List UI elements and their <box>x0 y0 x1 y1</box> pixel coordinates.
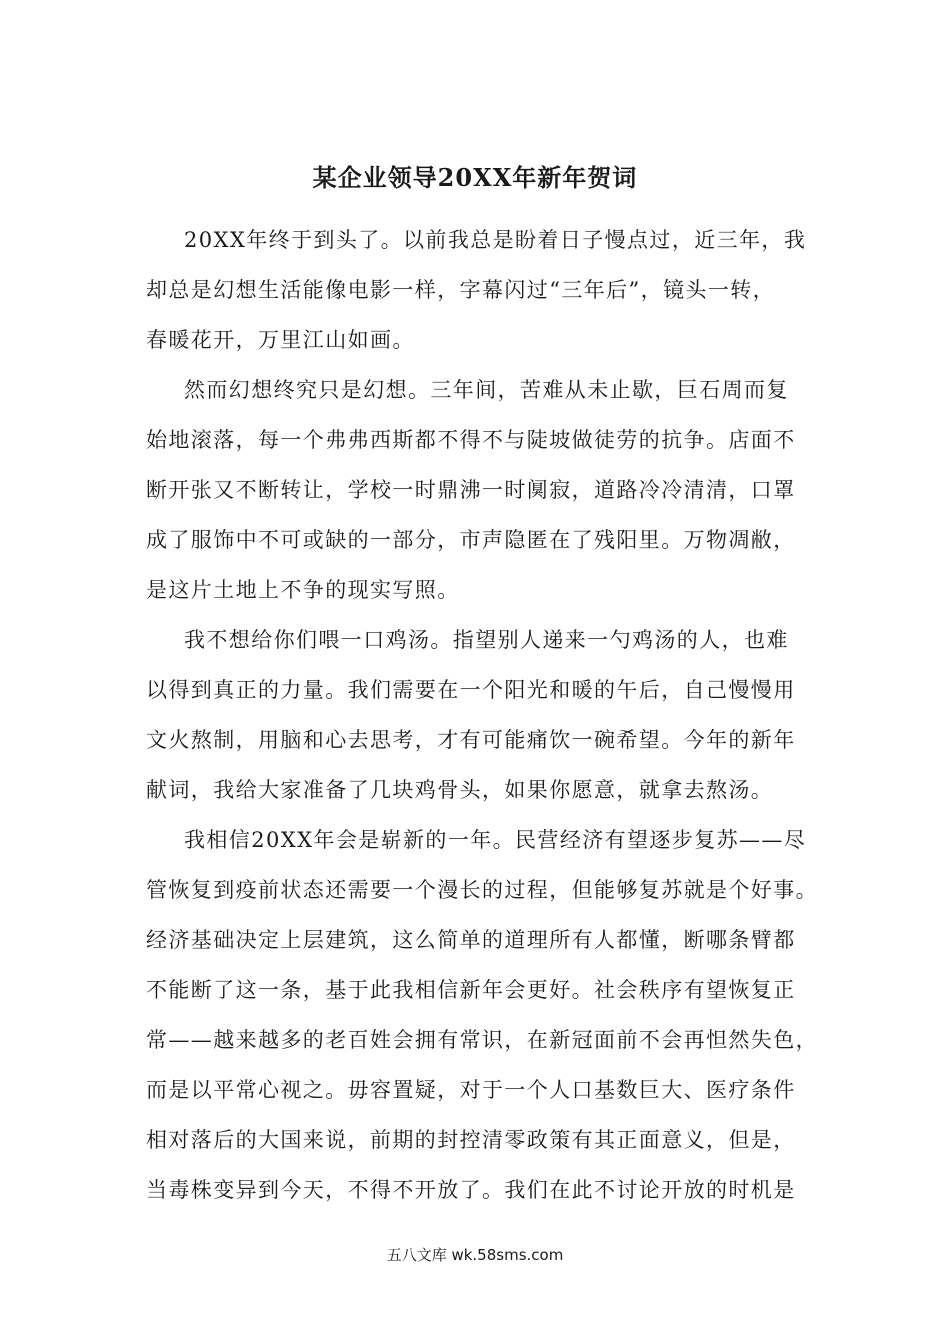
body-line: 成了服饰中不可或缺的一部分，市声隐匿在了残阳里。万物凋敝， <box>146 528 796 552</box>
document-title: 某企业领导20XX年新年贺词 <box>312 163 638 192</box>
body-line: 当毒株变异到今天，不得不开放了。我们在此不讨论开放的时机是 <box>146 1178 796 1202</box>
body-line: 我相信20XX年会是崭新的一年。民营经济有望逐步复苏——尽 <box>184 828 807 852</box>
body-line: 献词，我给大家准备了几块鸡骨头，如果你愿意，就拿去熬汤。 <box>146 778 774 802</box>
body-line: 然而幻想终究只是幻想。三年间，苦难从未止歇，巨石周而复 <box>184 378 789 402</box>
body-line: 20XX年终于到头了。以前我总是盼着日子慢点过，近三年，我 <box>184 228 807 252</box>
body-line: 以得到真正的力量。我们需要在一个阳光和暖的午后，自己慢慢用 <box>146 678 796 702</box>
body-line: 常——越来越多的老百姓会拥有常识，在新冠面前不会再怛然失色， <box>146 1028 818 1052</box>
body-line: 不能断了这一条，基于此我相信新年会更好。社会秩序有望恢复正 <box>146 978 796 1002</box>
body-line: 断开张又不断转让，学校一时鼎沸一时阒寂，道路冷冷清清，口罩 <box>146 478 796 502</box>
page-footer: 五八文库 wk.58sms.com <box>386 1246 564 1264</box>
body-line: 相对落后的大国来说，前期的封控清零政策有其正面意义，但是， <box>146 1128 796 1152</box>
body-line: 管恢复到疫前状态还需要一个漫长的过程，但能够复苏就是个好事。 <box>146 878 818 902</box>
body-line: 春暖花开，万里江山如画。 <box>146 328 415 352</box>
body-line: 而是以平常心视之。毋容置疑，对于一个人口基数巨大、医疗条件 <box>146 1078 796 1102</box>
body-line: 经济基础决定上层建筑，这么简单的道理所有人都懂，断哪条臂都 <box>146 928 796 952</box>
body-line: 是这片土地上不争的现实写照。 <box>146 578 460 602</box>
body-line: 文火熬制，用脑和心去思考，才有可能痛饮一碗希望。今年的新年 <box>146 728 796 752</box>
body-line: 始地滚落，每一个弗弗西斯都不得不与陡坡做徒劳的抗争。店面不 <box>146 428 796 452</box>
body-line: 却总是幻想生活能像电影一样，字幕闪过“三年后”，镜头一转， <box>146 278 776 302</box>
body-line: 我不想给你们喂一口鸡汤。指望别人递来一勺鸡汤的人，也难 <box>184 628 789 652</box>
